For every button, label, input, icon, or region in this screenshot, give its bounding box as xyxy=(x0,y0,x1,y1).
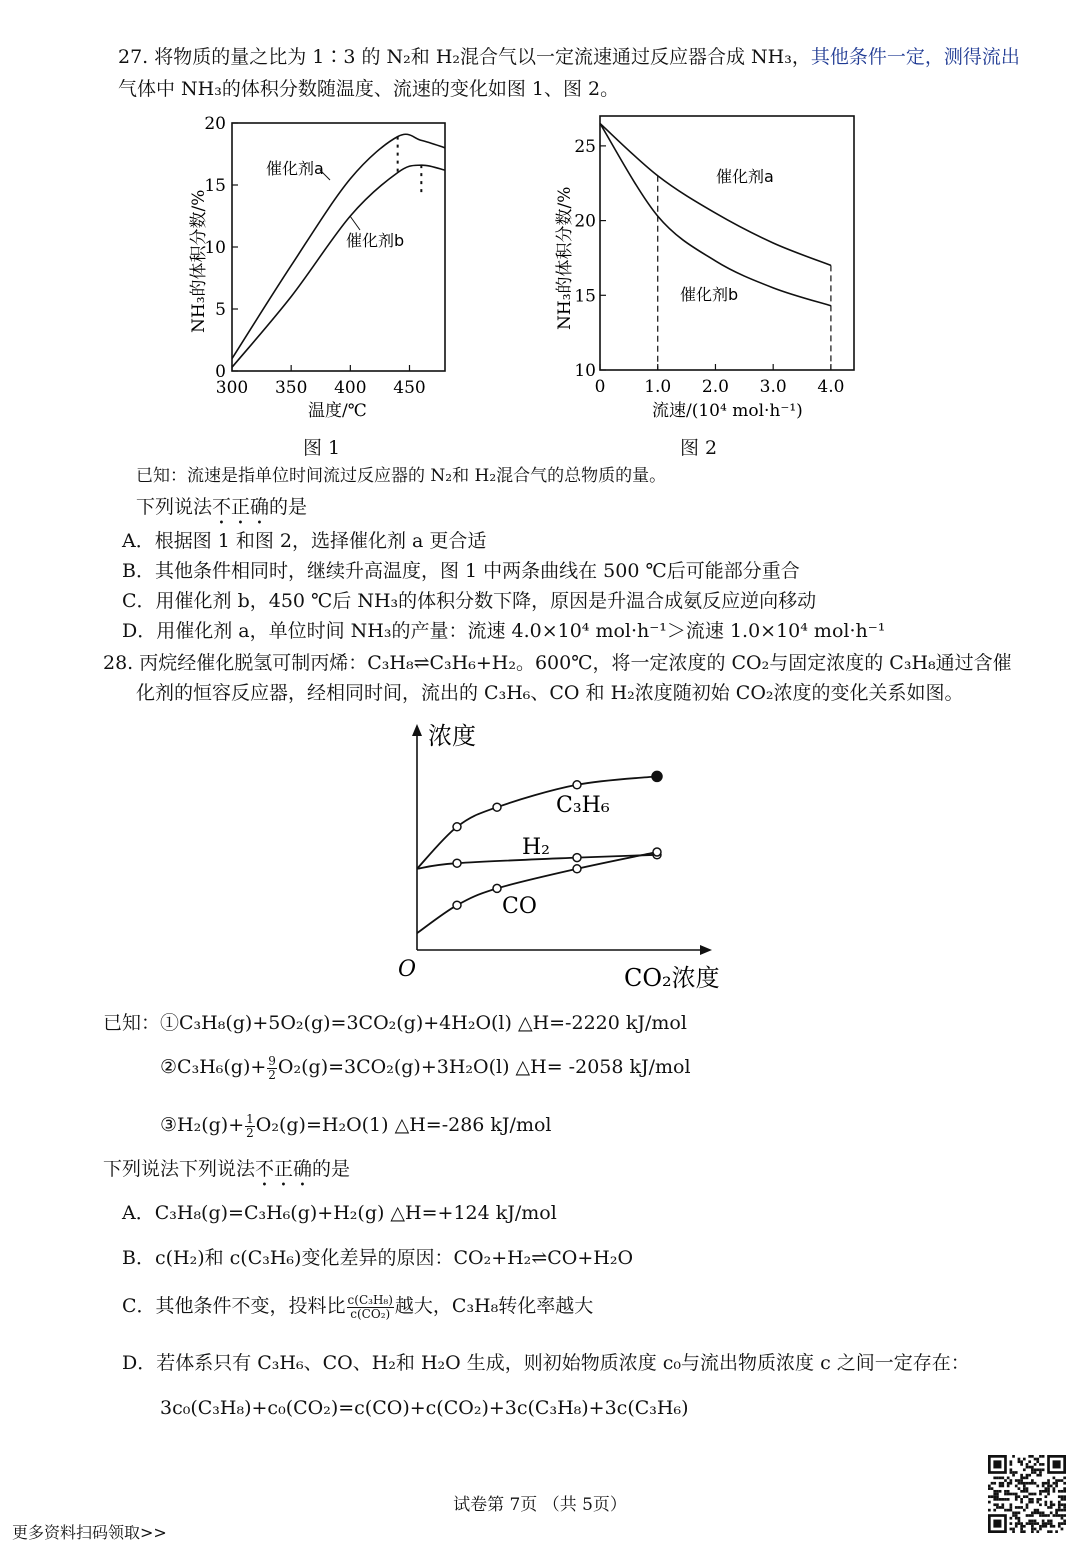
fig1-ylabel: NH₃的体积分数/% xyxy=(189,189,209,333)
q27-option-d: D．用催化剂 a，单位时间 NH₃的产量：流速 4.0×10⁴ mol·h⁻¹＞流速 1.0×10⁴ mol·h⁻¹ xyxy=(122,620,886,642)
fig3-point-co xyxy=(453,901,461,909)
fig2-xlabel: 流速/(10⁴ mol·h⁻¹) xyxy=(652,401,803,421)
fig2-ytick-label: 15 xyxy=(574,286,596,307)
q28-option-d-line2: 3c₀(C₃H₈)+c₀(CO₂)=c(CO)+c(CO₂)+3c(C₃H₈)+3c(C₃H₆) xyxy=(160,1397,689,1419)
fig1-xtick-label: 300 xyxy=(215,378,249,398)
fig3-point-co xyxy=(493,884,501,892)
figure-2 xyxy=(548,108,868,428)
fig3-point-co xyxy=(573,865,581,873)
fig1-ytick-label: 20 xyxy=(204,114,226,134)
fig2-xtick-label: 3.0 xyxy=(759,377,787,397)
fig2-label-a: 催化剂a xyxy=(716,167,774,186)
q28-option-d-line1: D．若体系只有 C₃H₆、CO、H₂和 H₂O 生成，则初始物质浓度 c₀与流出物质浓度 c 之间一定存在： xyxy=(122,1352,970,1374)
fig1-xtick-label: 350 xyxy=(274,378,308,398)
fig3-point-c3h6 xyxy=(573,781,581,789)
figure-1-svg xyxy=(180,108,470,428)
fig1-ytick-label: 5 xyxy=(215,300,226,320)
more-resources-text: 更多资料扫码领取>> xyxy=(12,1523,167,1542)
fig2-label-b: 催化剂b xyxy=(680,285,739,304)
fig1-caption: 图 1 xyxy=(303,437,341,459)
q27-text-line2: 气体中 NH₃的体积分数随温度、流速的变化如图 1、图 2。 xyxy=(118,78,620,100)
q28-text-line2: 化剂的恒容反应器，经相同时间，流出的 C₃H₆、CO 和 H₂浓度随初始 CO₂浓度的变化关系如图。 xyxy=(136,682,964,704)
figure-1 xyxy=(180,108,470,428)
figure-2-svg xyxy=(548,108,868,428)
fig3-point-c3h6 xyxy=(652,771,662,781)
fig2-frame xyxy=(600,116,854,370)
page-footer: 试卷第 7页 （共 5页） xyxy=(453,1495,627,1515)
fig2-ytick-label: 20 xyxy=(574,211,596,232)
q27-known: 已知：流速是指单位时间流过反应器的 N₂和 H₂混合气的总物质的量。 xyxy=(136,466,667,486)
fig2-curve-a xyxy=(600,123,831,265)
fig1-label-b: 催化剂b xyxy=(346,231,405,250)
fig2-xtick-label: 1.0 xyxy=(644,377,672,397)
fig2-ylabel: NH₃的体积分数/% xyxy=(555,186,575,330)
fig3-point-h2 xyxy=(453,859,461,867)
fig2-xtick-label: 4.0 xyxy=(817,377,845,397)
fig1-label-b-leader xyxy=(350,216,360,230)
optc-fraction: $\frac{\text{c(C₃H₈)}}{\text{c(CO₂)}}$ xyxy=(347,1292,393,1321)
q28-option-c: C．其他条件不变，投料比 $\frac{\text{c(C₃H₈)}}{\text{c(CO₂)}}$ 越大，C₃H₈转化率越大 xyxy=(122,1292,594,1321)
fig2-xtick-label: 2.0 xyxy=(701,377,729,397)
qr-code-icon[interactable] xyxy=(988,1455,1066,1533)
q28-known-1: 已知：①C₃H₈(g)+5O₂(g)=3CO₂(g)+4H₂O(l) △H=-2220 kJ/mol xyxy=(103,1012,687,1034)
fig1-xtick-label: 450 xyxy=(393,378,426,398)
fig3-x-arrow xyxy=(700,945,712,955)
eq2-fraction: $\frac{9}{2}$ xyxy=(268,1053,276,1082)
fig2-caption: 图 2 xyxy=(680,437,718,459)
q28-equation-2: ②C₃H₆(g)+ $\frac{9}{2}$ O₂(g)=3CO₂(g)+3H₂O(l) △H= -2058 kJ/mol xyxy=(160,1053,691,1082)
q27-option-a: A．根据图 1 和图 2，选择催化剂 a 更合适 xyxy=(122,530,487,552)
q28-stem: 下列说法下列说法不正确的是 xyxy=(103,1158,351,1180)
q28-option-b: B．c(H₂)和 c(C₃H₆)变化差异的原因：CO₂+H₂⇌CO+H₂O xyxy=(122,1247,634,1269)
q27-option-b: B．其他条件相同时，继续升高温度，图 1 中两条曲线在 500 ℃后可能部分重合 xyxy=(122,560,800,582)
fig3-ylabel: 浓度 xyxy=(428,722,476,750)
fig2-ytick-label: 25 xyxy=(574,136,596,157)
fig1-ytick-label: 15 xyxy=(204,176,226,196)
fig2-ytick-label: 10 xyxy=(574,361,596,381)
fig1-xlabel: 温度/℃ xyxy=(308,401,367,421)
fig3-label-co: CO xyxy=(502,894,537,919)
fig1-frame xyxy=(232,123,445,371)
fig1-ytick-label: 10 xyxy=(204,238,226,258)
fig1-curve-a xyxy=(232,134,445,358)
eq3-fraction: $\frac{1}{2}$ xyxy=(246,1111,254,1140)
q27-stem: 下列说法不正确的是 xyxy=(136,496,308,518)
q27-option-c: C．用催化剂 b，450 ℃后 NH₃的体积分数下降，原因是升温合成氨反应逆向移动 xyxy=(122,590,817,612)
fig3-label-c3h6: C₃H₆ xyxy=(556,793,610,818)
fig2-xtick-label: 0 xyxy=(594,377,606,397)
fig3-xlabel: CO₂浓度 xyxy=(624,964,720,992)
fig1-xtick-label: 400 xyxy=(334,378,367,398)
fig1-label-a: 催化剂a xyxy=(266,159,324,178)
fig3-point-c3h6 xyxy=(493,803,501,811)
fig3-point-h2 xyxy=(573,854,581,862)
fig3-origin: O xyxy=(398,957,417,982)
fig3-y-arrow xyxy=(412,724,422,736)
figure-3 xyxy=(390,718,740,998)
fig3-point-c3h6 xyxy=(453,823,461,831)
figure-3-svg xyxy=(390,718,740,998)
fig2-curve-b xyxy=(600,123,831,305)
q28-option-a: A．C₃H₈(g)=C₃H₆(g)+H₂(g) △H=+124 kJ/mol xyxy=(122,1202,557,1224)
fig3-point-co xyxy=(653,848,661,856)
q28-equation-3: ③H₂(g)+ $\frac{1}{2}$ O₂(g)=H₂O(1) △H=-286 kJ/mol xyxy=(160,1111,552,1140)
fig3-label-h2: H₂ xyxy=(522,835,551,860)
q27-text-line1: 27. 将物质的量之比为 1∶3 的 N₂和 H₂混合气以一定流速通过反应器合成 NH₃，其他条件一定，测得流出 xyxy=(118,46,1020,68)
q28-text-line1: 28. 丙烷经催化脱氢可制丙烯：C₃H₈⇌C₃H₆+H₂。600℃，将一定浓度的 CO₂与固定浓度的 C₃H₈通过含催 xyxy=(103,652,1012,674)
fig1-ytick-label: 0 xyxy=(215,362,226,382)
